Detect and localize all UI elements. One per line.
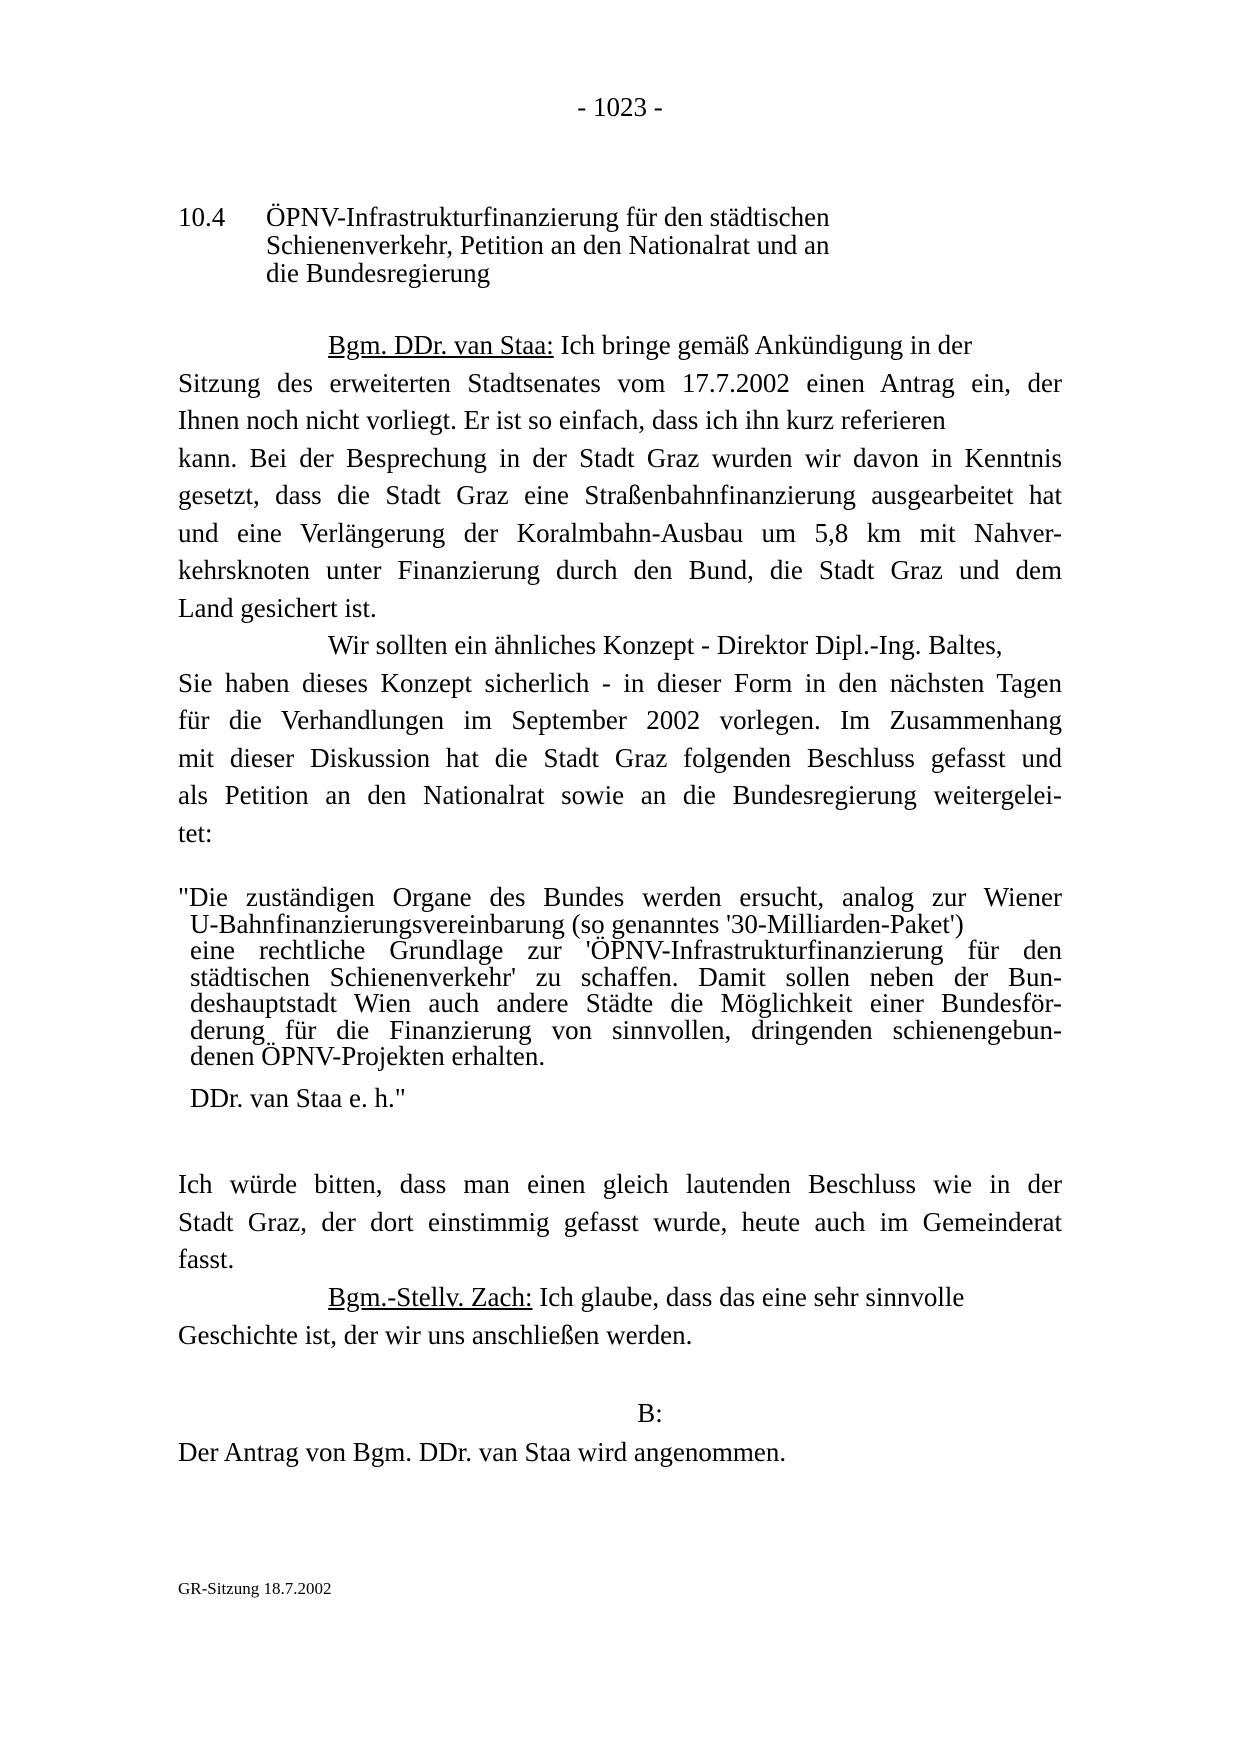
quote-line: denen ÖPNV-Projekten erhalten. (190, 1041, 546, 1071)
paragraph-statement-van-staa (178, 327, 1062, 627)
speaker-name: Bgm.-Stellv. Zach: (328, 1282, 533, 1312)
paragraph-first-line (178, 1279, 1062, 1317)
paragraph-line: und eine Verlängerung der Koralmbahn-Ausbau um 5,8 km mit Nahver- (178, 517, 1062, 548)
paragraph-line: Geschichte ist, der wir uns anschließen werden. (178, 1319, 693, 1350)
paragraph-line: Ich würde bitten, dass man einen gleich lautenden Beschluss wie in der (178, 1169, 1062, 1199)
paragraph-line: für die Verhandlungen im September 2002 vorlegen. Im Zusammenhang (178, 705, 1062, 735)
section-title-line: die Bundesregierung (266, 258, 491, 288)
quote-line: derung für die Finanzierung von sinnvollen, dringenden schienengebun- (190, 1014, 1062, 1045)
quote-signature: DDr. van Staa e. h." (190, 1083, 406, 1113)
paragraph-line: tet: (178, 817, 213, 848)
quote-line: U-Bahnfinanzierungsvereinbarung (so genanntes '30-Milliarden-Paket') (190, 908, 964, 939)
paragraph-line: kehrsknoten unter Finanzierung durch den Bund, die Stadt Graz und dem (178, 555, 1062, 585)
paragraph-line: mit dieser Diskussion hat die Stadt Graz folgenden Beschluss gefasst und (178, 742, 1062, 773)
section-title-line: Schienenverkehr, Petition an den Nationalrat und an (266, 230, 830, 260)
quote-line: städtischen Schienenverkehr' zu schaffen. Damit sollen neben der Bun- (190, 961, 1062, 992)
resolution-label: B: (637, 1398, 663, 1428)
text-run: Ich glaube, dass das eine sehr sinnvolle (532, 1282, 965, 1312)
paragraph-concept (178, 627, 1062, 852)
page-number: - 1023 - (577, 92, 663, 122)
section-number: 10.4 (178, 202, 226, 232)
paragraph-statement-zach (178, 1279, 1062, 1354)
speaker-name: Bgm. DDr. van Staa: (328, 330, 554, 360)
footer: GR-Sitzung 18.7.2002 (178, 1579, 332, 1598)
quote-line: "Die zuständigen Organe des Bundes werden ersucht, analog zur Wiener (178, 882, 1062, 912)
paragraph-line: als Petition an den Nationalrat sowie an die Bundesregierung weitergelei- (178, 780, 1062, 810)
resolution-text: Der Antrag von Bgm. DDr. van Staa wird angenommen. (178, 1437, 787, 1467)
paragraph-line: Stadt Graz, der dort einstimmig gefasst wurde, heute auch im Gemeinderat (178, 1206, 1062, 1237)
text-run: Ich bringe gemäß Ankündigung in der (553, 330, 973, 360)
paragraph-line: gesetzt, dass die Stadt Graz eine Straßenbahnfinanzierung ausgearbeitet hat (178, 480, 1062, 510)
paragraph-line: fasst. (178, 1244, 235, 1274)
section-title-line: ÖPNV-Infrastrukturfinanzierung für den städtischen (266, 202, 830, 232)
section-title (266, 203, 926, 287)
quote-line: deshauptstadt Wien auch andere Städte die Möglichkeit einer Bundesför- (190, 988, 1062, 1018)
paragraph-line: Sie haben dieses Konzept sicherlich - in dieser Form in den nächsten Tagen (178, 667, 1062, 698)
paragraph-line: Ihnen noch nicht vorliegt. Er ist so einfach, dass ich ihn kurz referieren (178, 405, 946, 435)
paragraph-first-line (178, 327, 1062, 365)
paragraph-first-line: Wir sollten ein ähnliches Konzept - Direktor Dipl.-Ing. Baltes, (328, 630, 1003, 660)
paragraph-line: Land gesichert ist. (178, 592, 377, 623)
quote-line: eine rechtliche Grundlage zur 'ÖPNV-Infrastrukturfinanzierung für den (190, 935, 1062, 965)
quoted-resolution (178, 884, 1062, 1070)
paragraph-line: kann. Bei der Besprechung in der Stadt Graz wurden wir davon in Kenntnis (178, 442, 1062, 473)
paragraph-request (178, 1166, 1062, 1279)
paragraph-line: Sitzung des erweiterten Stadtsenates vom 17.7.2002 einen Antrag ein, der (178, 367, 1062, 398)
